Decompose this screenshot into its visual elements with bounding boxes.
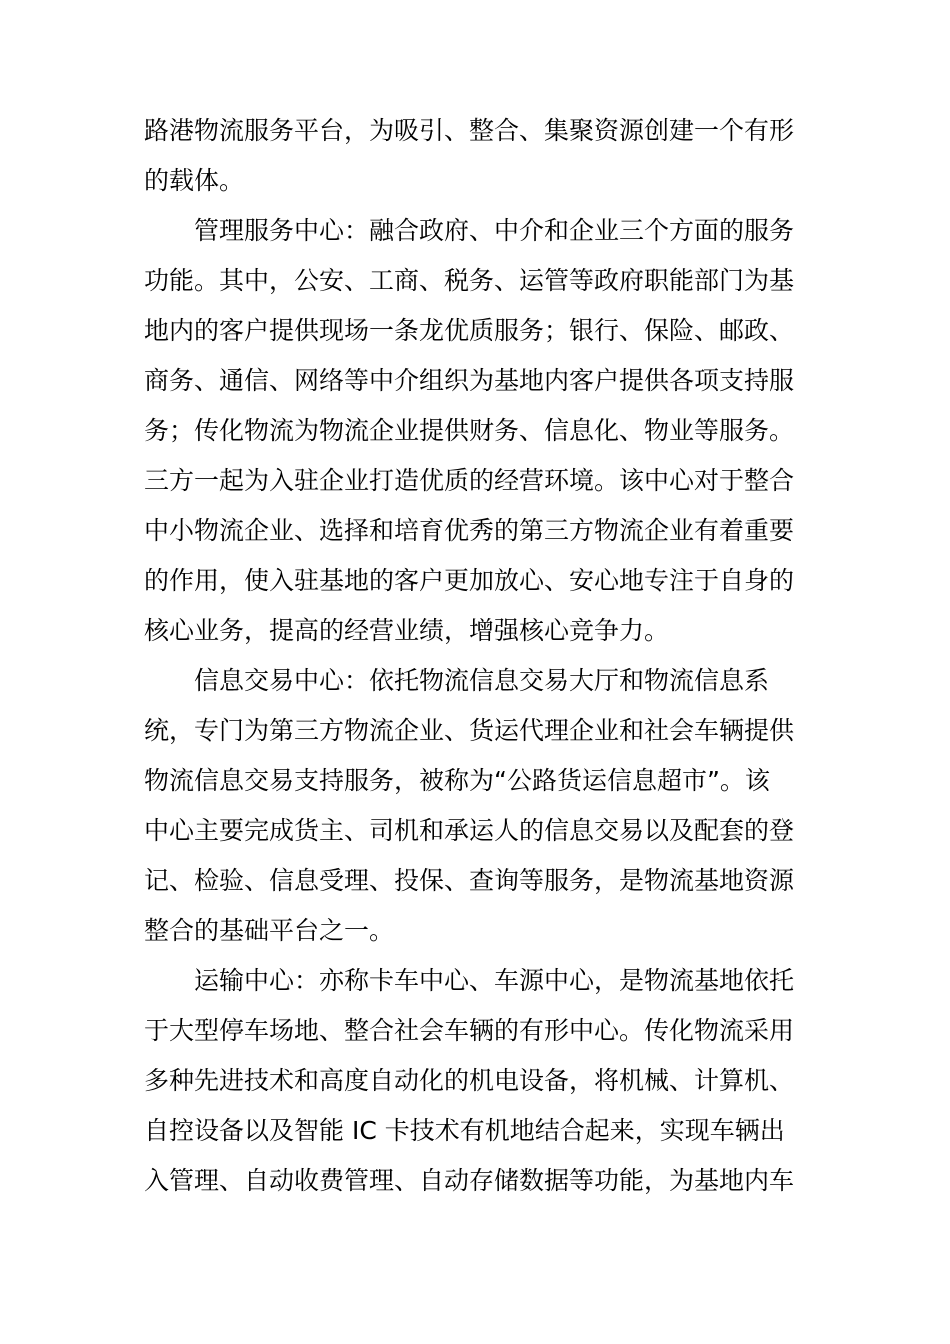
paragraph-start-line: 管理服务中心：融合政府、中介和企业三个方面的服务: [194, 216, 795, 245]
text-line: 三方一起为入驻企业打造优质的经营环境。该中心对于整合: [144, 466, 795, 495]
paragraph-start-line: 信息交易中心：依托物流信息交易大厅和物流信息系: [194, 666, 770, 695]
paragraph-start-line: 运输中心：亦称卡车中心、车源中心，是物流基地依托: [194, 966, 795, 995]
text-line: 物流信息交易支持服务，被称为“公路货运信息超市”。该: [144, 766, 770, 795]
text-line: 整合的基础平台之一。: [144, 916, 395, 945]
text-line: 路港物流服务平台，为吸引、整合、集聚资源创建一个有形: [144, 116, 795, 145]
text-line: 自控设备以及智能 IC 卡技术有机地结合起来，实现车辆出: [144, 1116, 785, 1145]
text-line: 商务、通信、网络等中介组织为基地内客户提供各项支持服: [144, 366, 795, 395]
text-line: 核心业务，提高的经营业绩，增强核心竞争力。: [144, 616, 670, 645]
text-line: 于大型停车场地、整合社会车辆的有形中心。传化物流采用: [144, 1016, 795, 1045]
text-line: 地内的客户提供现场一条龙优质服务；银行、保险、邮政、: [144, 316, 795, 345]
text-line: 功能。其中，公安、工商、税务、运管等政府职能部门为基: [144, 266, 795, 295]
text-line: 的载体。: [144, 166, 245, 195]
text-line: 统，专门为第三方物流企业、货运代理企业和社会车辆提供: [144, 716, 795, 745]
text-line: 记、检验、信息受理、投保、查询等服务，是物流基地资源: [144, 866, 795, 895]
text-line: 多种先进技术和高度自动化的机电设备，将机械、计算机、: [144, 1066, 795, 1095]
text-line: 中小物流企业、选择和培育优秀的第三方物流企业有着重要: [144, 516, 795, 545]
body-text: [144, 106, 844, 1206]
text-line: 中心主要完成货主、司机和承运人的信息交易以及配套的登: [144, 816, 795, 845]
text-line: 入管理、自动收费管理、自动存储数据等功能，为基地内车: [144, 1166, 795, 1195]
text-line: 的作用，使入驻基地的客户更加放心、安心地专注于自身的: [144, 566, 795, 595]
text-line: 务；传化物流为物流企业提供财务、信息化、物业等服务。: [144, 416, 795, 445]
